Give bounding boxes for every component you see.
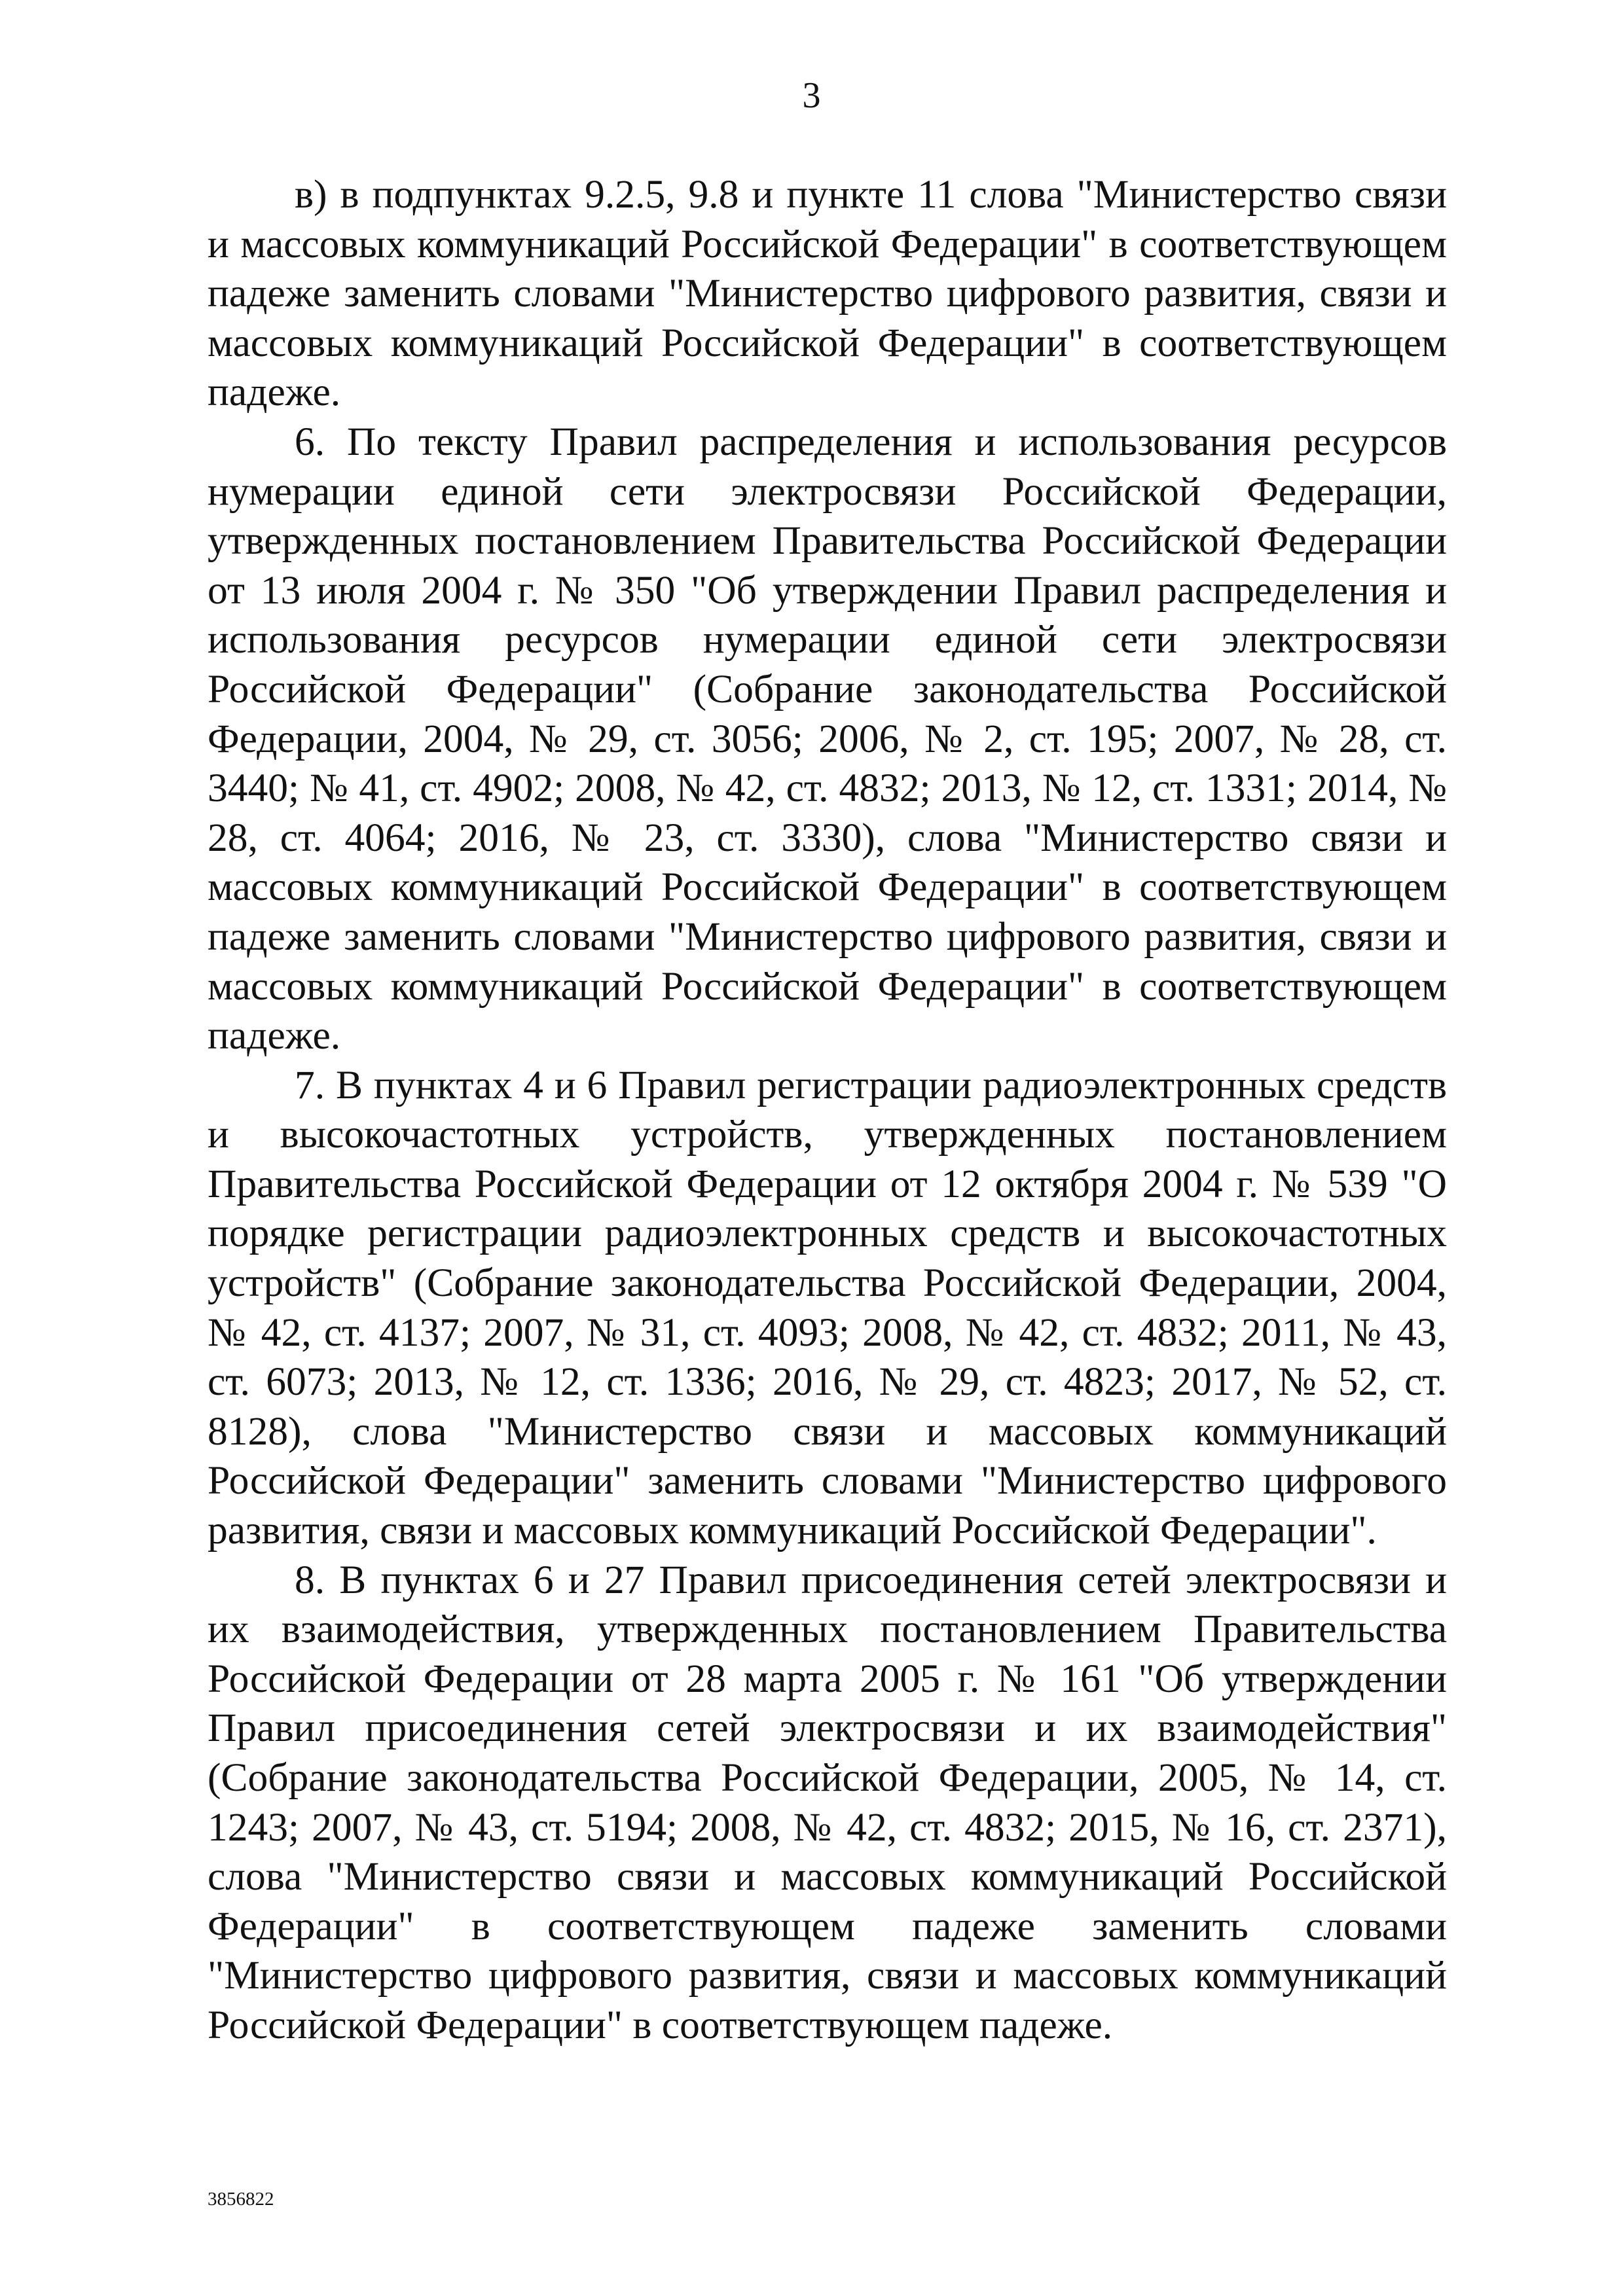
- document-body: [208, 170, 1447, 2051]
- paragraph-item-6: 6. По тексту Правил распределения и использования ресурсов нумерации единой сети электросвязи Российской Федерации, утвержденных постановлением Правительства Российской Федерации от 13 июля 2004 г. № 350 "Об утверждении Правил распределения и использования ресурсов нумерации единой сети электросвязи Российской Федерации" (Собрание законодательства Российской Федерации, 2004, № 29, ст. 3056; 2006, № 2, ст. 195; 2007, № 28, ст. 3440; № 41, ст. 4902; 2008, № 42, ст. 4832; 2013, № 12, ст. 1331; 2014, № 28, ст. 4064; 2016, № 23, ст. 3330), слова "Министерство связи и массовых коммуникаций Российской Федерации" в соответствующем падеже заменить словами "Министерство цифрового развития, связи и массовых коммуникаций Российской Федерации" в соответствующем падеже.: [208, 419, 1447, 1058]
- paragraph-item-7: 7. В пунктах 4 и 6 Правил регистрации радиоэлектронных средств и высокочастотных устройств, утвержденных постановлением Правительства Российской Федерации от 12 октября 2004 г. № 539 "О порядке регистрации радиоэлектронных средств и высокочастотных устройств" (Собрание законодательства Российской Федерации, 2004, № 42, ст. 4137; 2007, № 31, ст. 4093; 2008, № 42, ст. 4832; 2011, № 43, ст. 6073; 2013, № 12, ст. 1336; 2016, № 29, ст. 4823; 2017, № 52, ст. 8128), слова "Министерство связи и массовых коммуникаций Российской Федерации" заменить словами "Министерство цифрового развития, связи и массовых коммуникаций Российской Федерации".: [208, 1062, 1447, 1553]
- paragraph-item-8: 8. В пунктах 6 и 27 Правил присоединения сетей электросвязи и их взаимодействия, утвержденных постановлением Правительства Российской Федерации от 28 марта 2005 г. № 161 "Об утверждении Правил присоединения сетей электросвязи и их взаимодействия" (Собрание законодательства Российской Федерации, 2005, № 14, ст. 1243; 2007, № 43, ст. 5194; 2008, № 42, ст. 4832; 2015, № 16, ст. 2371), слова "Министерство связи и массовых коммуникаций Российской Федерации" в соответствующем падеже заменить словами "Министерство цифрового развития, связи и массовых коммуникаций Российской Федерации" в соответствующем падеже.: [208, 1557, 1447, 2047]
- paragraph-subitem-v: в) в подпунктах 9.2.5, 9.8 и пункте 11 слова "Министерство связи и массовых коммуникаций Российской Федерации" в соответствующем падеже заменить словами "Министерство цифрового развития, связи и массовых коммуникаций Российской Федерации" в соответствующем падеже.: [208, 172, 1447, 415]
- page-number: 3: [802, 75, 821, 116]
- document-id: 3856822: [208, 2189, 274, 2210]
